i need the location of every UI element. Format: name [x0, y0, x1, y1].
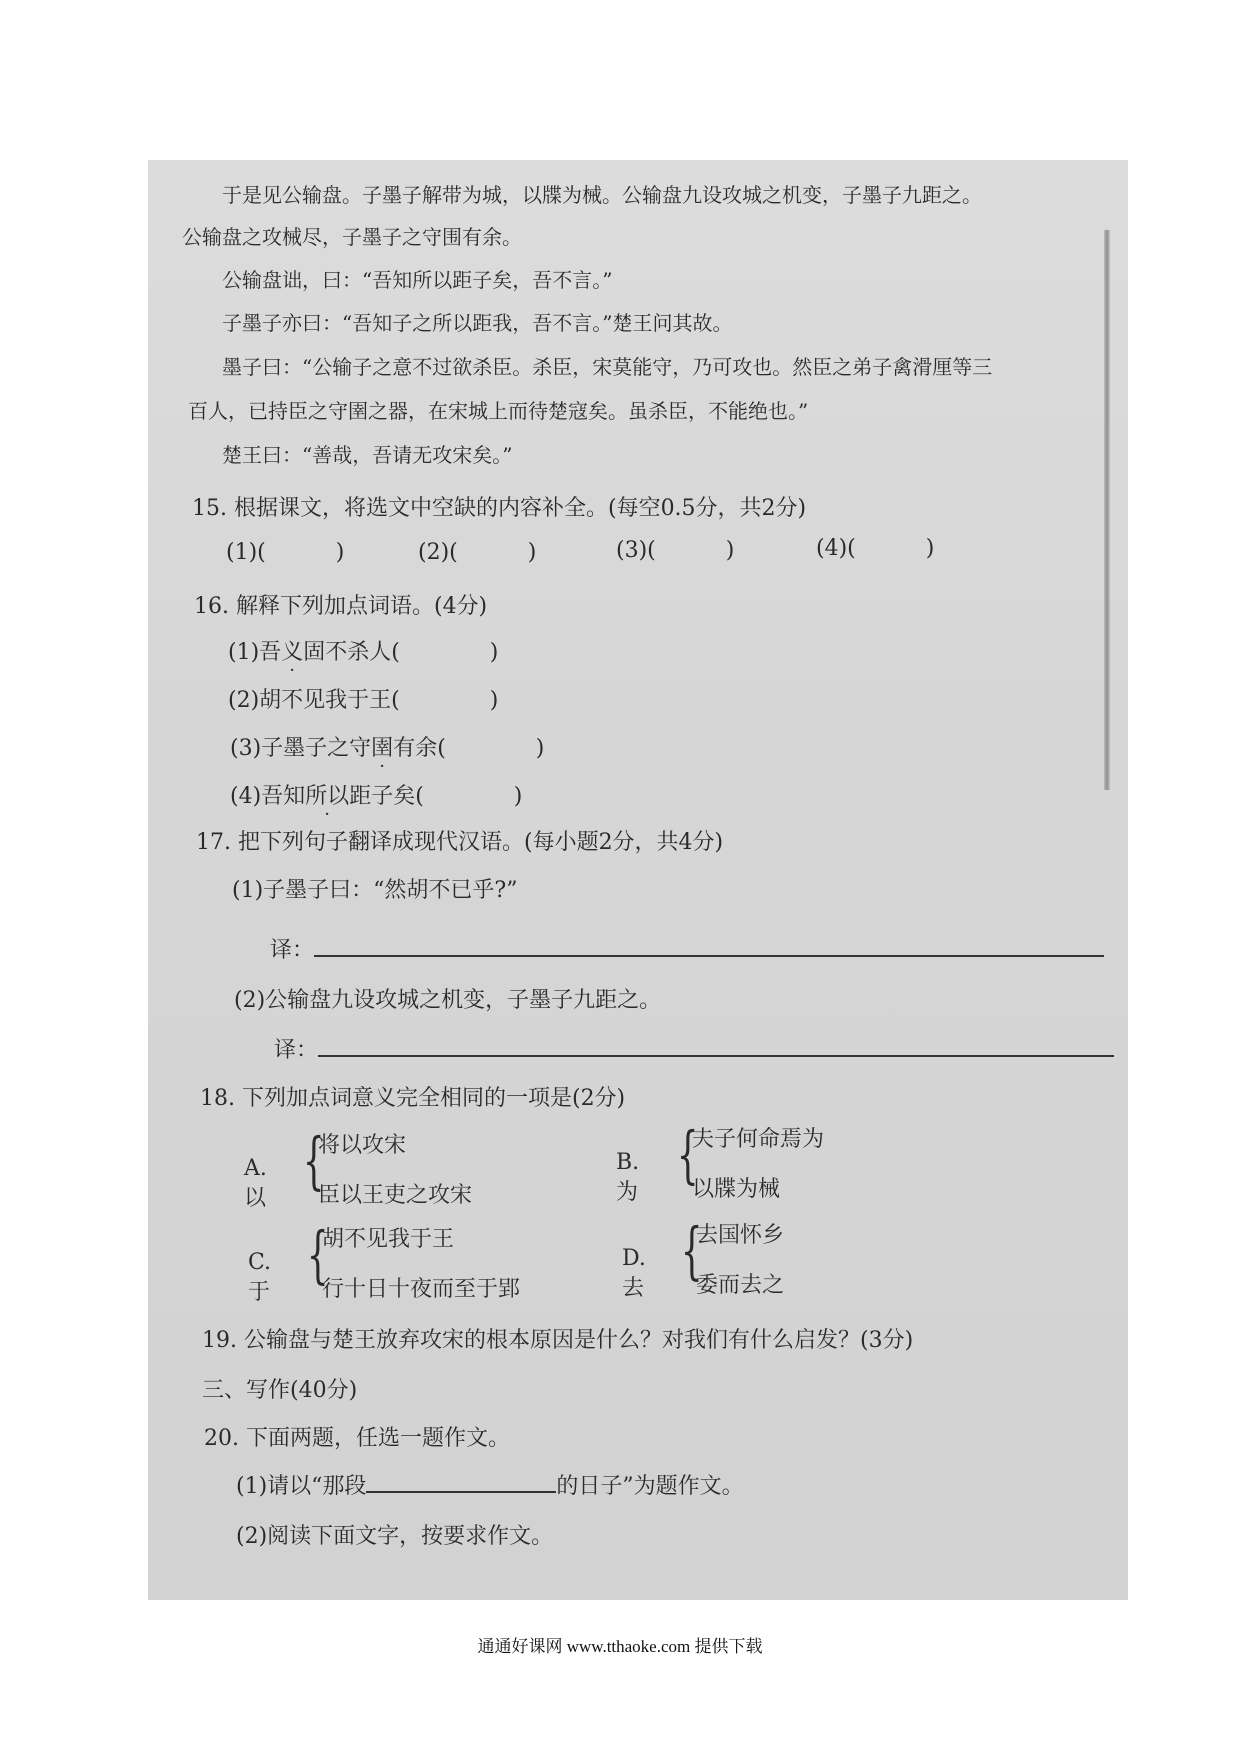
q20-stem: 20. 下面两题，任选一题作文。 — [204, 1426, 510, 1451]
option-d-line-2: 委而去之 — [696, 1273, 785, 1298]
q17-sentence-1: (1)子墨子曰：“然胡不已乎?” — [232, 878, 518, 903]
page-footer: 通通好课网 www.tthaoke.com 提供下载 — [477, 1637, 763, 1656]
option-c-line-1: 胡不见我于王 — [322, 1227, 455, 1252]
q15-blank-3[interactable]: (3)( ) — [616, 538, 735, 563]
q15-blank-2[interactable]: (2)( ) — [418, 540, 537, 565]
q19-stem: 19. 公输盘与楚王放弃攻宋的根本原因是什么？对我们有什么启发？(3分) — [202, 1328, 914, 1353]
brace-icon: { — [306, 1218, 329, 1291]
q17-answer-1[interactable]: 译： — [270, 936, 1104, 966]
passage-line-5: 墨子曰：“公输子之意不过欲杀臣。杀臣，宋莫能守，乃可攻也。然臣之弟子禽滑厘等三 — [222, 355, 993, 379]
brace-icon: { — [676, 1118, 699, 1191]
brace-icon: { — [302, 1124, 325, 1197]
brace-icon: { — [680, 1214, 703, 1287]
q18-stem: 18. 下列加点词意义完全相同的一项是(2分) — [200, 1086, 626, 1111]
option-a-line-1: 将以攻宋 — [318, 1133, 407, 1158]
passage-line-3: 公输盘诎，曰：“吾知所以距子矣，吾不言。” — [222, 268, 613, 292]
option-a-line-2: 臣以王吏之攻宋 — [318, 1183, 473, 1208]
q16-item-4[interactable]: (4)吾知所以距子矣( ) — [230, 784, 523, 809]
q16-stem: 16. 解释下列加点词语。(4分) — [194, 594, 488, 619]
option-b-line-1: 夫子何命焉为 — [692, 1127, 825, 1152]
option-a-label: A. 以 — [244, 1156, 267, 1211]
passage-line-7: 楚王曰：“善哉，吾请无攻宋矣。” — [222, 443, 513, 467]
q16-item-3[interactable]: (3)子墨子之守圉有余( ) — [230, 736, 545, 761]
exam-sheet — [148, 160, 1128, 1600]
q17-sentence-2: (2)公输盘九设攻城之机变，子墨子九距之。 — [234, 988, 662, 1013]
q15-stem: 15. 根据课文，将选文中空缺的内容补全。(每空0.5分，共2分) — [192, 496, 807, 521]
passage-line-4: 子墨子亦曰：“吾知子之所以距我，吾不言。”楚王问其故。 — [222, 311, 733, 335]
option-b-label: B. 为 — [616, 1150, 640, 1205]
option-d-line-1: 去国怀乡 — [696, 1223, 785, 1248]
q20-option-1[interactable]: (1)请以“那段 的日子”为题作文。 — [236, 1474, 744, 1499]
paper-edge — [1104, 230, 1110, 790]
q16-item-1[interactable]: (1)吾义固不杀人( ) — [228, 640, 499, 665]
passage-line-1: 于是见公输盘。子墨子解带为城，以牒为械。公输盘九设攻城之机变，子墨子九距之。 — [222, 183, 982, 207]
option-d-label: D. 去 — [622, 1246, 646, 1301]
passage-line-6: 百人，已持臣之守圉之器，在宋城上而待楚寇矣。虽杀臣，不能绝也。” — [188, 399, 809, 423]
q20-option-2: (2)阅读下面文字，按要求作文。 — [236, 1524, 554, 1549]
q16-item-2[interactable]: (2)胡不见我于王( ) — [228, 688, 499, 713]
option-c-line-2: 行十日十夜而至于郢 — [322, 1277, 521, 1302]
q15-blank-1[interactable]: (1)( ) — [226, 540, 345, 565]
passage-line-2: 公输盘之攻械尽，子墨子之守围有余。 — [182, 225, 522, 249]
option-b-line-2: 以牒为械 — [692, 1177, 781, 1202]
q17-stem: 17. 把下列句子翻译成现代汉语。(每小题2分，共4分) — [196, 830, 724, 855]
section-3-title: 三、写作(40分) — [202, 1378, 358, 1403]
option-c-label: C. 于 — [248, 1250, 272, 1305]
q15-blank-4[interactable]: (4)( ) — [816, 536, 935, 561]
q17-answer-2[interactable]: 译： — [274, 1036, 1114, 1066]
